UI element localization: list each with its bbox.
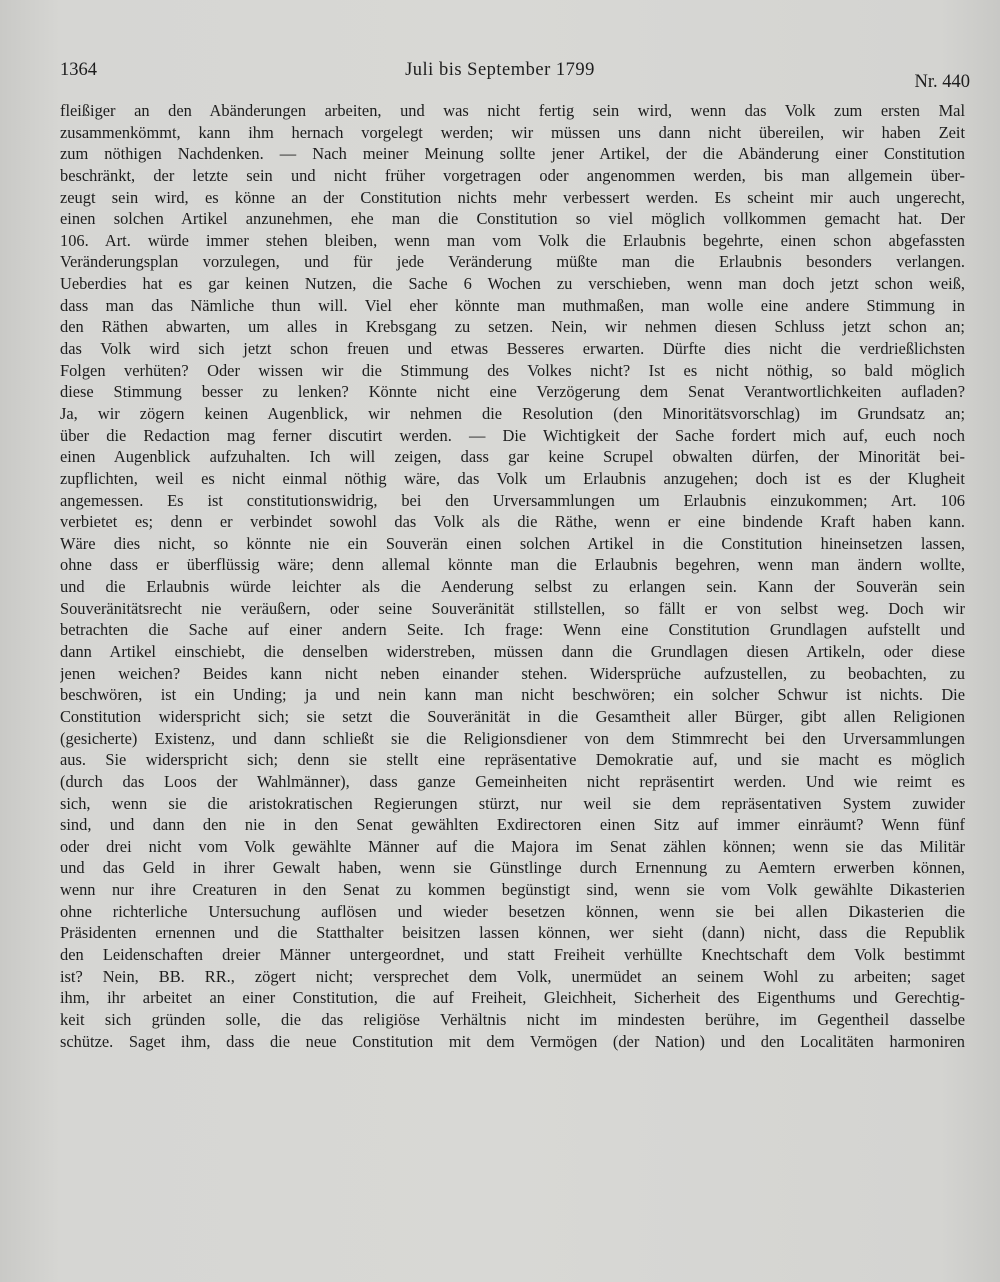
text-line: 106. Art. würde immer stehen bleiben, wenn man vom Volk die Erlaubnis begehrte, einen schon abgefassten (60, 230, 965, 250)
text-line: betrachten die Sache auf einer andern Seite. Ich frage: Wenn eine Constitution Grundlagen aufstellt und (60, 620, 965, 640)
text-line: beschränkt, der letzte sein und nicht früher vorgetragen oder angenommen werden, bis man allgemein über- (60, 165, 965, 185)
text-line: keit sich gründen solle, die das religiöse Verhältnis nicht im mindesten berühre, im Gegentheil dasselbe (60, 1009, 965, 1029)
text-line: das Volk wird sich jetzt schon freuen und etwas Besseres erwarten. Dürfte dies nicht die verdrießlichsten (60, 339, 965, 359)
text-line: oder drei nicht vom Volk gewählte Männer auf die Majora im Senat zählen können; wenn sie das Militär (60, 836, 965, 856)
text-line: zupflichten, weil es nicht einmal nöthig wäre, das Volk um Erlaubnis anzugehen; doch ist es der Klugheit (60, 468, 965, 488)
text-line: sind, und dann den nie in den Senat gewählten Exdirectoren einen Sitz auf immer einräumt? Wenn fünf (60, 815, 965, 835)
text-line: (durch das Loos der Wahlmänner), dass ganze Gemeinheiten nicht repräsentirt werden. Und wie reimt es (60, 771, 965, 791)
text-line: aus. Sie widerspricht sich; denn sie stellt eine repräsentative Demokratie auf, und sie macht es möglich (60, 750, 965, 770)
text-line: zusammenkömmt, kann ihm hernach vorgelegt werden; wir müssen uns dann nicht übereilen, wir haben Zeit (60, 122, 965, 142)
text-line: angemessen. Es ist constitutionswidrig, bei den Urversammlungen um Erlaubnis einzukommen; Art. 106 (60, 490, 965, 510)
text-line: ist? Nein, BB. RR., zögert nicht; versprechet dem Volk, unermüdet an seinem Wohl zu arbeiten; saget (60, 966, 965, 986)
text-line: dass man das Nämliche thun will. Viel eher könnte man muthmaßen, man wolle eine andere Stimmung in (60, 295, 965, 315)
text-line: Präsidenten ernennen und die Statthalter beisitzen lassen können, wer sieht (dann) nicht, dass die Republik (60, 923, 965, 943)
text-line: sich, wenn sie die aristokratischen Regierungen stürzt, nur weil sie dem repräsentativen System zuwider (60, 793, 965, 813)
text-line: zum nöthigen Nachdenken. — Nach meiner Meinung sollte jener Artikel, der die Abänderung einer Constitution (60, 144, 965, 164)
text-line: einen Augenblick aufzuhalten. Ich will zeigen, dass gar keine Scrupel obwalten dürfen, der Minorität bei- (60, 447, 965, 467)
text-line: Folgen verhüten? Oder wissen wir die Stimmung des Volkes nicht? Ist es nicht nöthig, so bald möglich (60, 360, 965, 380)
text-line: zeugt sein wird, es könne an der Constitution nichts mehr verbessert werden. Es scheint mir auch ungerecht, (60, 187, 965, 207)
text-line: Souveränitätsrecht nie veräußern, oder seine Souveränität stillstellen, so fällt er von selbst weg. Doch wir (60, 598, 965, 618)
text-line: über die Redaction mag ferner discutirt werden. — Die Wichtigkeit der Sache fordert mich auf, euch noch (60, 425, 965, 445)
running-head (60, 60, 970, 94)
text-line: wenn nur ihre Creaturen in den Senat zu kommen begünstigt sind, wenn sie vom Volk gewählte Dikasterien (60, 880, 965, 900)
text-line: den Räthen abwarten, um alles in Krebsgang zu setzen. Nein, wir nehmen diesen Schluss jetzt schon an; (60, 317, 965, 337)
text-line: einen solchen Artikel anzunehmen, ehe man die Constitution so viel möglich vollkommen gemacht hat. Der (60, 209, 965, 229)
text-line: verbietet es; denn er verbindet sowohl das Volk als die Räthe, wenn er eine bindende Kraft haben kann. (60, 512, 965, 532)
text-line: und das Geld in ihrer Gewalt haben, wenn sie Günstlinge durch Ernennung zu Aemtern erwerben können, (60, 858, 965, 878)
text-line: beschwören, ist ein Unding; ja und nein kann man nicht beschwören; ein solcher Schwur ist nichts. Die (60, 685, 965, 705)
text-line: Ueberdies hat es gar keinen Nutzen, die Sache 6 Wochen zu verschieben, wenn man doch jetzt schon weiß, (60, 274, 965, 294)
page-number: 1364 (60, 60, 97, 80)
body-text (60, 100, 965, 1052)
text-line: ohne dass er überflüssig wäre; denn allemal könnte man die Erlaubnis begehren, wenn man ändern wollte, (60, 555, 965, 575)
text-line: Constitution widerspricht sich; sie setzt die Souveränität in die Gesamtheit aller Bürger, gibt allen Religionen (60, 706, 965, 726)
text-line: dann Artikel einschiebt, die denselben widerstreben, müssen dann die Grundlagen diesen Artikeln, oder diese (60, 642, 965, 662)
text-line: schütze. Saget ihm, dass die neue Constitution mit dem Vermögen (der Nation) und den Localitäten harmoniren (60, 1031, 965, 1051)
text-line: Ja, wir zögern keinen Augenblick, wir nehmen die Resolution (den Minoritätsvorschlag) im Grundsatz an; (60, 403, 965, 423)
text-line: Wäre dies nicht, so könnte nie ein Souverän einen solchen Artikel in die Constitution hineinsetzen lassen, (60, 533, 965, 553)
text-line: ihm, ihr arbeitet an einer Constitution, die auf Freiheit, Gleichheit, Sicherheit des Eigenthums und Gerechtig- (60, 988, 965, 1008)
text-line: ohne richterliche Untersuchung auflösen und wieder besetzen können, wenn sie bei allen Dikasterien die (60, 901, 965, 921)
running-title: Juli bis September 1799 (405, 60, 595, 80)
text-line: (gesicherte) Existenz, und dann schließt sie die Religionsdiener von dem Stimmrecht bei den Urversammlungen (60, 728, 965, 748)
text-line: Veränderungsplan vorzulegen, und für jede Veränderung müßte man die Erlaubnis besonders verlangen. (60, 252, 965, 272)
text-line: fleißiger an den Abänderungen arbeiten, und was nicht fertig sein wird, wenn das Volk zum ersten Mal (60, 101, 965, 120)
document-number: Nr. 440 (914, 72, 970, 92)
text-line: jenen weichen? Beides kann nicht neben einander stehen. Widersprüche aufzustellen, zu beobachten, zu (60, 663, 965, 683)
text-line: und die Erlaubnis würde leichter als die Aenderung selbst zu erlangen sein. Kann der Souverän sein (60, 577, 965, 597)
text-line: den Leidenschaften dreier Männer untergeordnet, und statt Freiheit verhüllte Knechtschaft dem Volk bestimmt (60, 944, 965, 964)
text-line: diese Stimmung besser zu lenken? Könnte nicht eine Verzögerung dem Senat Verantwortlichkeiten aufladen? (60, 382, 965, 402)
